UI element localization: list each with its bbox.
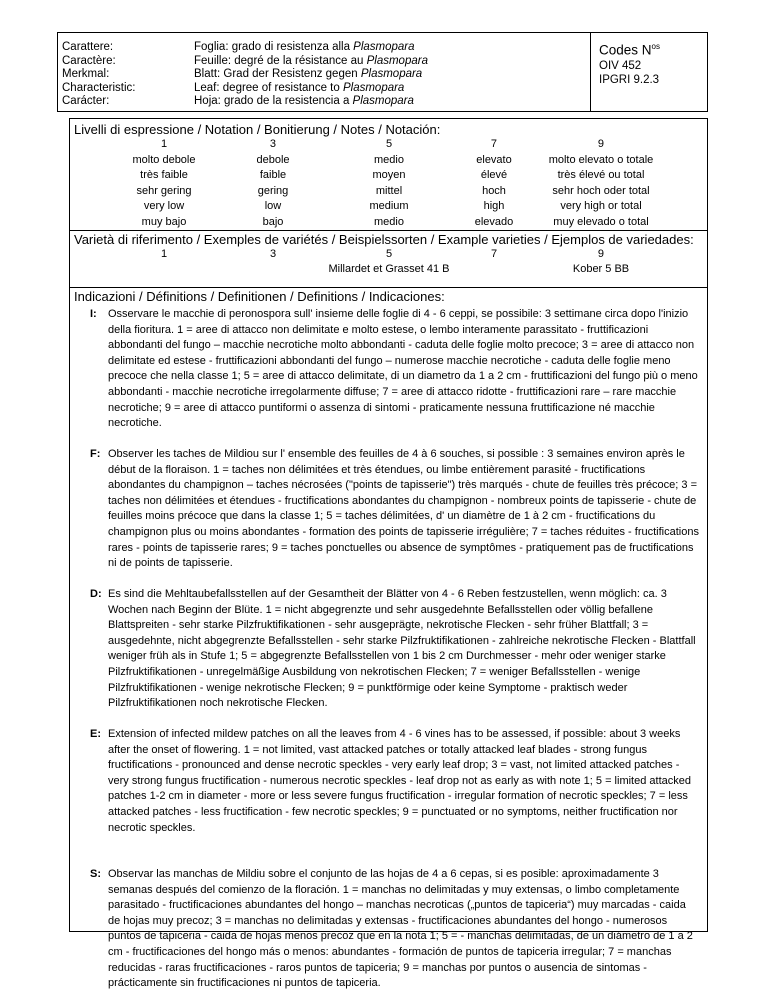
value-german: Blatt: Grad der Resistenz gegen Plasmopara	[194, 68, 423, 81]
value-spanish: Hoja: grado de la resistencia a Plasmopara	[194, 95, 414, 108]
codes-title: Codes $N^{os}$	[599, 42, 660, 58]
levels-title: Livelli di espressione / Notation / Bonitierung / Notes / Notación:	[74, 122, 441, 137]
label-french: Caractère:	[62, 54, 116, 67]
characteristic-header	[57, 32, 708, 112]
variety-column-7: 7	[490, 248, 498, 260]
label-italian: Carattere:	[62, 41, 114, 53]
section-divider	[70, 287, 707, 288]
label-english: Characteristic:	[62, 81, 136, 94]
level-column-9: 9 molto elevato o totale très élevé ou total sehr hoch oder total very high or total muy elevado o total	[548, 138, 654, 228]
codes-box	[599, 39, 660, 87]
level-column-1: 1 molto debole très faible sehr gering very low muy bajo	[132, 138, 196, 228]
level-column-3: 3 debole faible gering low bajo	[256, 138, 290, 228]
label-german: Merkmal:	[62, 68, 110, 81]
code-oiv: OIV 452	[599, 59, 642, 72]
label-spanish: Carácter:	[62, 95, 110, 108]
variety-column-3: 3	[269, 248, 277, 260]
level-column-7: 7 elevato élevé hoch high elevado	[474, 138, 514, 228]
varieties-title: Varietà di riferimento / Exemples de variétés / Beispielssorten / Example varieties / Ejemplos de variedades:	[74, 232, 694, 247]
descriptor-box: Livelli di espressione / Notation / Bonitierung / Notes / Notación: 1 molto debole très faible sehr gering very low muy bajo 3 debole faible gering low bajo 5 medio moyen mittel medium medio 7 elevato élevé hoch high elevado 9 molto elevato o totale très élevé ou total sehr hoch oder total very high or total muy elevado o total Varietà di riferimento / Exemples de variétés / Beispielssorten / Example varieties / Ejemplos de variedades: 1 3 5 Millardet et Grasset 41 B 7 9 Kober 5 BB Indicazioni / Définitions / Definitionen / Definitions / Indicaciones: I: Osservare le macchie di peronospora sull' insieme delle foglie di 4 - 6 ceppi, se possibile: 3 settimane circa dopo l'inizio della fioritura. 1 = aree di attacco non delimitate e molto estese, o lembo interamente parassitato - fruttificazioni abbondanti del fungo – macchie necrotiche molto abbondanti - caduta delle foglie molto precoce; 3 = aree di attacco non delimitate ed estese - fruttificazioni abbondanti del fungo – numerose macchie necrotiche - caduta delle foglie meno precoce che nella classe 1; 5 = aree di attacco delimitate, di un diametro da 1 a 2 cm - fruttificazioni del fungo più o meno abbondanti - macchie necrotiche irregolarmente diffuse; 7 = aree di attacco ridotte - fruttificazioni rare – rare macchie necrotiche; 9 = aree di attacco puntiformi o assenza di sintomi - praticamente nessuna fruttificazione né macchie necrotiche. F: Observer les taches de Mildiou sur l' ensemble des feuilles de 4 à 6 souches, si possible : 3 semaines environ après le début de la floraison. 1 = taches non délimitées et très étendues, ou limbe entièrement parasité - fructifications abondantes du champignon – taches nécrosées ("points de tapisserie") très marqués - chute de feuilles très précoce; 3 = taches non délimitées et étendues - fructifications abondantes du champignon - nombreux points de tapisserie - chute de feuilles moins précoce que dans la classe 1; 5 = taches délimitées, d' un diamètre de 1 à 2 cm - fructifications du champignon plus ou moins abondantes - formation des points de tapisserie irrégulière; 7 = taches réduites - fructifications rares - points de tapisserie rares; 9 = taches ponctuelles ou absence de symptômes - pratiquement pas de fructifications ni de points de tapisserie. D: Es sind die Mehltaubefallsstellen auf der Gesamtheit der Blätter von 4 - 6 Reben festzustellen, wenn möglich: ca. 3 Wochen nach Beginn der Blüte. 1 = nicht abgegrenzte und sehr ausgedehnte Befallsstellen oder völlig befallene Blattspreiten - sehr starke Pilzfruktifikationen - sehr ausgeprägte, nekrotische Flecken - sehr früher Blattfall; 3 = ausgedehnte, nicht abgegrenzte Befallsstellen - sehr starke Pilzfruktifikationen - zahlreiche nekrotische Flecken - Blattfall weniger früh als in Stufe 1; 5 = abgegrenzte Befallsstellen von 1 bis 2 cm Durchmesser - mehr oder weniger starke Pilzfruktifikationen - unregelmäßige Ausbildung von nekrotischen Flecken; 7 = weniger Befallsstellen - wenige Pilzfruktifikationen - wenige nekrotische Flecken; 9 = punktförmige oder keine Symptome - praktisch weder Pilzfruktifikationen noch nekrotische Flecken. E: Extension of infected mildew patches on all the leaves from 4 - 6 vines has to be assessed, if possible: about 3 weeks after the onset of flowering. 1 = not limited, vast attacked patches or totally attacked leaf blades - strong fungus fructifications - pronounced and dense necrotic speckles - very early leaf drop; 3 = vast, not limited attacked patches - very strong fungus fructification - numerous necrotic speckles - leaf drop not as early as with note 1; 5 = limited attacked patches 1-2 cm in diameter - more or less severe fungus fructification - irregular formation of necrotic speckles; 7 = less attacked patches - less fructification - few necrotic speckles; 9 = punctuated or no symptoms, neither fructification nor necrotic speckles. S: Observar las manchas de Mildiu sobre el conjunto de las hojas de 4 a 6 cepas, si es posible: aproximadamente 3 semanas después del comienzo de la floración. 1 = manchas no delimitadas y muy extensas, o limbo completamente parasitado - fructificaciones abundantes del hongo – manchas necroticas („puntos de tapiceria“) muy marcadas - caida de hojas muy precoz; 3 = manchas no delimitadas y extensas - fructificaciones abundantes del hongo - numerosos puntos de tapiceria - caida de hojas menos precoz que en la nota 1; 5 = - manchas delimitadas, de un diámetro de 1 a 2 cm - fructificaciones del hongo más o menos: abundantes - formación de puntos de tapiceria irregular; 7 = manchas reducidas - raras fructificaciones - raros puntos de tapiceria; 9 = manchas por puntos o ausencia de sintomas - prácticamente sin fructificaciones ni puntos de tapiceria.	[69, 118, 708, 932]
header-divider	[590, 33, 591, 111]
header-labels	[62, 41, 136, 109]
value-italian: Foglia: grado di resistenza alla Plasmopara	[194, 41, 415, 53]
level-column-5: 5 medio moyen mittel medium medio	[369, 138, 409, 228]
variety-column-9: 9 Kober 5 BB	[572, 248, 630, 275]
header-values	[194, 41, 428, 109]
code-ipgri: IPGRI 9.2.3	[599, 73, 660, 86]
variety-column-5: 5 Millardet et Grasset 41 B	[328, 248, 450, 275]
variety-column-1: 1	[160, 248, 168, 260]
value-french: Feuille: degré de la résistance au Plasmopara	[194, 54, 428, 67]
section-divider	[70, 230, 707, 231]
definitions-title: Indicazioni / Définitions / Definitionen / Definitions / Indicaciones:	[74, 289, 445, 304]
value-english: Leaf: degree of resistance to Plasmopara	[194, 81, 405, 94]
